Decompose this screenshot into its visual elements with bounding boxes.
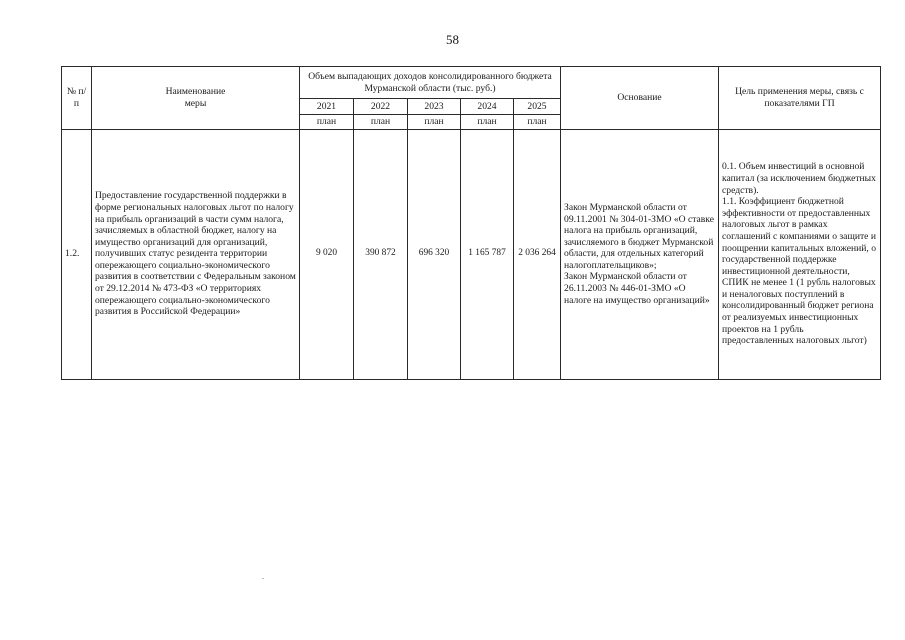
table-row <box>62 129 881 379</box>
row-basis: Закон Мурманской области от 09.11.2001 № 304-01-ЗМО «О ставке налога на прибыль организаций, зачисляемого в бюджет Мурманской области, для отдельных категорий налогоплательщиков»; Закон Мурманской области от 26.11.2003 № 446-01-ЗМО «О налоге на имущество организаций» <box>561 129 719 379</box>
header-year: 2021 <box>300 99 354 115</box>
header-measure-name-line1: Наименование <box>165 86 226 98</box>
header-plan: план <box>300 115 354 130</box>
header-plan: план <box>514 115 561 130</box>
row-value-2021: 9 020 <box>300 129 354 379</box>
header-goal: Цель применения меры, связь с показателями ГП <box>719 67 881 130</box>
row-num: 1.2. <box>62 129 92 379</box>
header-basis: Основание <box>561 67 719 130</box>
tax-benefits-table <box>61 66 881 380</box>
row-measure-name: Предоставление государственной поддержки в форме региональных налоговых льгот по налогу на прибыль организаций в части сумм налога, зачисляемых в областной бюджет, налогу на имущество организаций для организаций, получивших статус резидента территории опережающего социально-экономического развития в соответствии с Федеральным законом от 29.12.2014 № 473-ФЗ «О территориях опережающего социально-экономического развития в Российской Федерации» <box>92 129 300 379</box>
header-num: № п/п <box>62 67 92 130</box>
row-goal: 0.1. Объем инвестиций в основной капитал (за исключением бюджетных средств). 1.1. Коэффициент бюджетной эффективности от предоставленных налоговых льгот в рамках соглашений с компаниями о защите и поощрении капитальных вложений, о государственной поддержке инвестиционной деятельности, СПИК не менее 1 (1 рубль налоговых и неналоговых поступлений в консолидированный бюджет региона от реализуемых инвестиционных проектов на 1 рубль предоставленных налоговых льгот) <box>719 129 881 379</box>
header-plan: план <box>461 115 514 130</box>
row-value-2024: 1 165 787 <box>461 129 514 379</box>
page-number: 58 <box>446 32 459 47</box>
header-year: 2024 <box>461 99 514 115</box>
header-revenue-volume: Объем выпадающих доходов консолидированного бюджета Мурманской области (тыс. руб.) <box>300 67 561 99</box>
header-year: 2023 <box>408 99 461 115</box>
header-year: 2025 <box>514 99 561 115</box>
row-value-2022: 390 872 <box>354 129 408 379</box>
header-plan: план <box>408 115 461 130</box>
header-measure-name-line2: меры <box>184 97 207 109</box>
header-measure-name <box>92 67 300 130</box>
scan-speck <box>262 578 264 579</box>
row-value-2025: 2 036 264 <box>514 129 561 379</box>
header-year: 2022 <box>354 99 408 115</box>
header-plan: план <box>354 115 408 130</box>
row-value-2023: 696 320 <box>408 129 461 379</box>
